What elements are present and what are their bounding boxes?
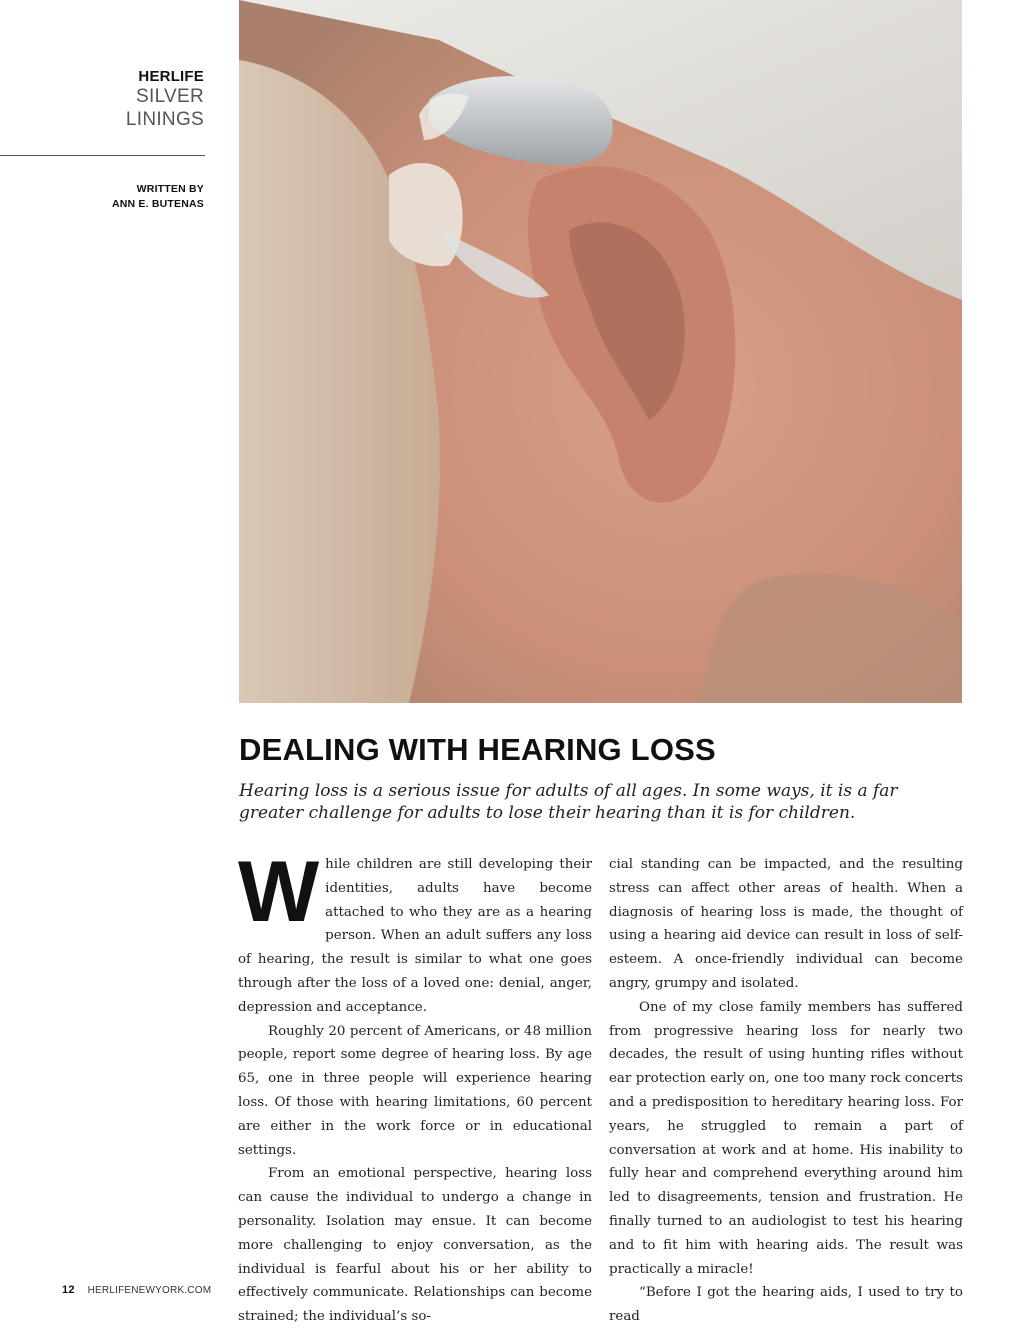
section-name-line2: LININGS <box>125 109 204 130</box>
section-header <box>0 68 204 131</box>
paragraph-3: From an emotional perspective, hearing loss can cause the individual to undergo a change in personality. Isolation may ensue. It can become more challenging to enjoy conversation, as the individual is fearful about his or her ability to effectively communicate. Relationships can become strained; the individual’s so- <box>238 1166 592 1325</box>
paragraph-4: cial standing can be impacted, and the resulting stress can affect other areas of health. When a diagnosis of hearing loss is made, the thought of using a hearing aid device can result in loss of self-esteem. A once-friendly individual can become angry, grumpy and isolated. <box>609 857 963 991</box>
photo-illustration <box>239 0 962 703</box>
drop-cap: W <box>238 844 320 940</box>
paragraph-5: One of my close family members has suffered from progressive hearing loss for nearly two decades, the result of using hunting rifles without ear protection early on, one too many rock concerts and a predisposition to hereditary hearing loss. For years, he struggled to remain a part of conversation at work and at home. His inability to fully hear and comprehend everything around him led to disagreements, tension and frustration. He finally turned to an audiologist to test his hearing and to fit him with hearing aids. The result was practically a miracle! <box>609 999 963 1277</box>
brand-name: HERLIFE <box>138 68 204 85</box>
paragraph-6: “Before I got the hearing aids, I used to try to read <box>609 1285 963 1325</box>
article-headline: DEALING WITH HEARING LOSS <box>239 732 716 767</box>
paragraph-2: Roughly 20 percent of Americans, or 48 million people, report some degree of hearing loss. By age 65, one in three people will experience hearing loss. Of those with hearing limitations, 60 percent are either in the work force or in educational settings. <box>238 1023 592 1158</box>
page-footer <box>62 1284 211 1296</box>
article-column-left <box>238 844 592 1329</box>
section-name-line1: SILVER <box>136 86 204 107</box>
byline <box>0 182 204 212</box>
article-column-right <box>609 853 963 1329</box>
website-link[interactable]: HERLIFENEWYORK.COM <box>87 1285 212 1296</box>
paragraph-1 <box>238 844 592 1020</box>
header-divider <box>0 155 205 156</box>
page-number: 12 <box>62 1284 75 1296</box>
hearing-aid-photo <box>239 0 962 703</box>
article-dek: Hearing loss is a serious issue for adults of all ages. In some ways, it is a far greater challenge for adults to lose their hearing than it is for children. <box>239 781 898 823</box>
paragraph-1-text: hile children are still developing their identities, adults have become attached to who they are as a hearing person. When an adult suffers any loss of hearing, the result is similar to what one goes through after the loss of a loved one: denial, anger, depression and acceptance. <box>238 857 592 1015</box>
author-name: ANN E. BUTENAS <box>111 198 204 210</box>
byline-label: WRITTEN BY <box>136 183 204 195</box>
